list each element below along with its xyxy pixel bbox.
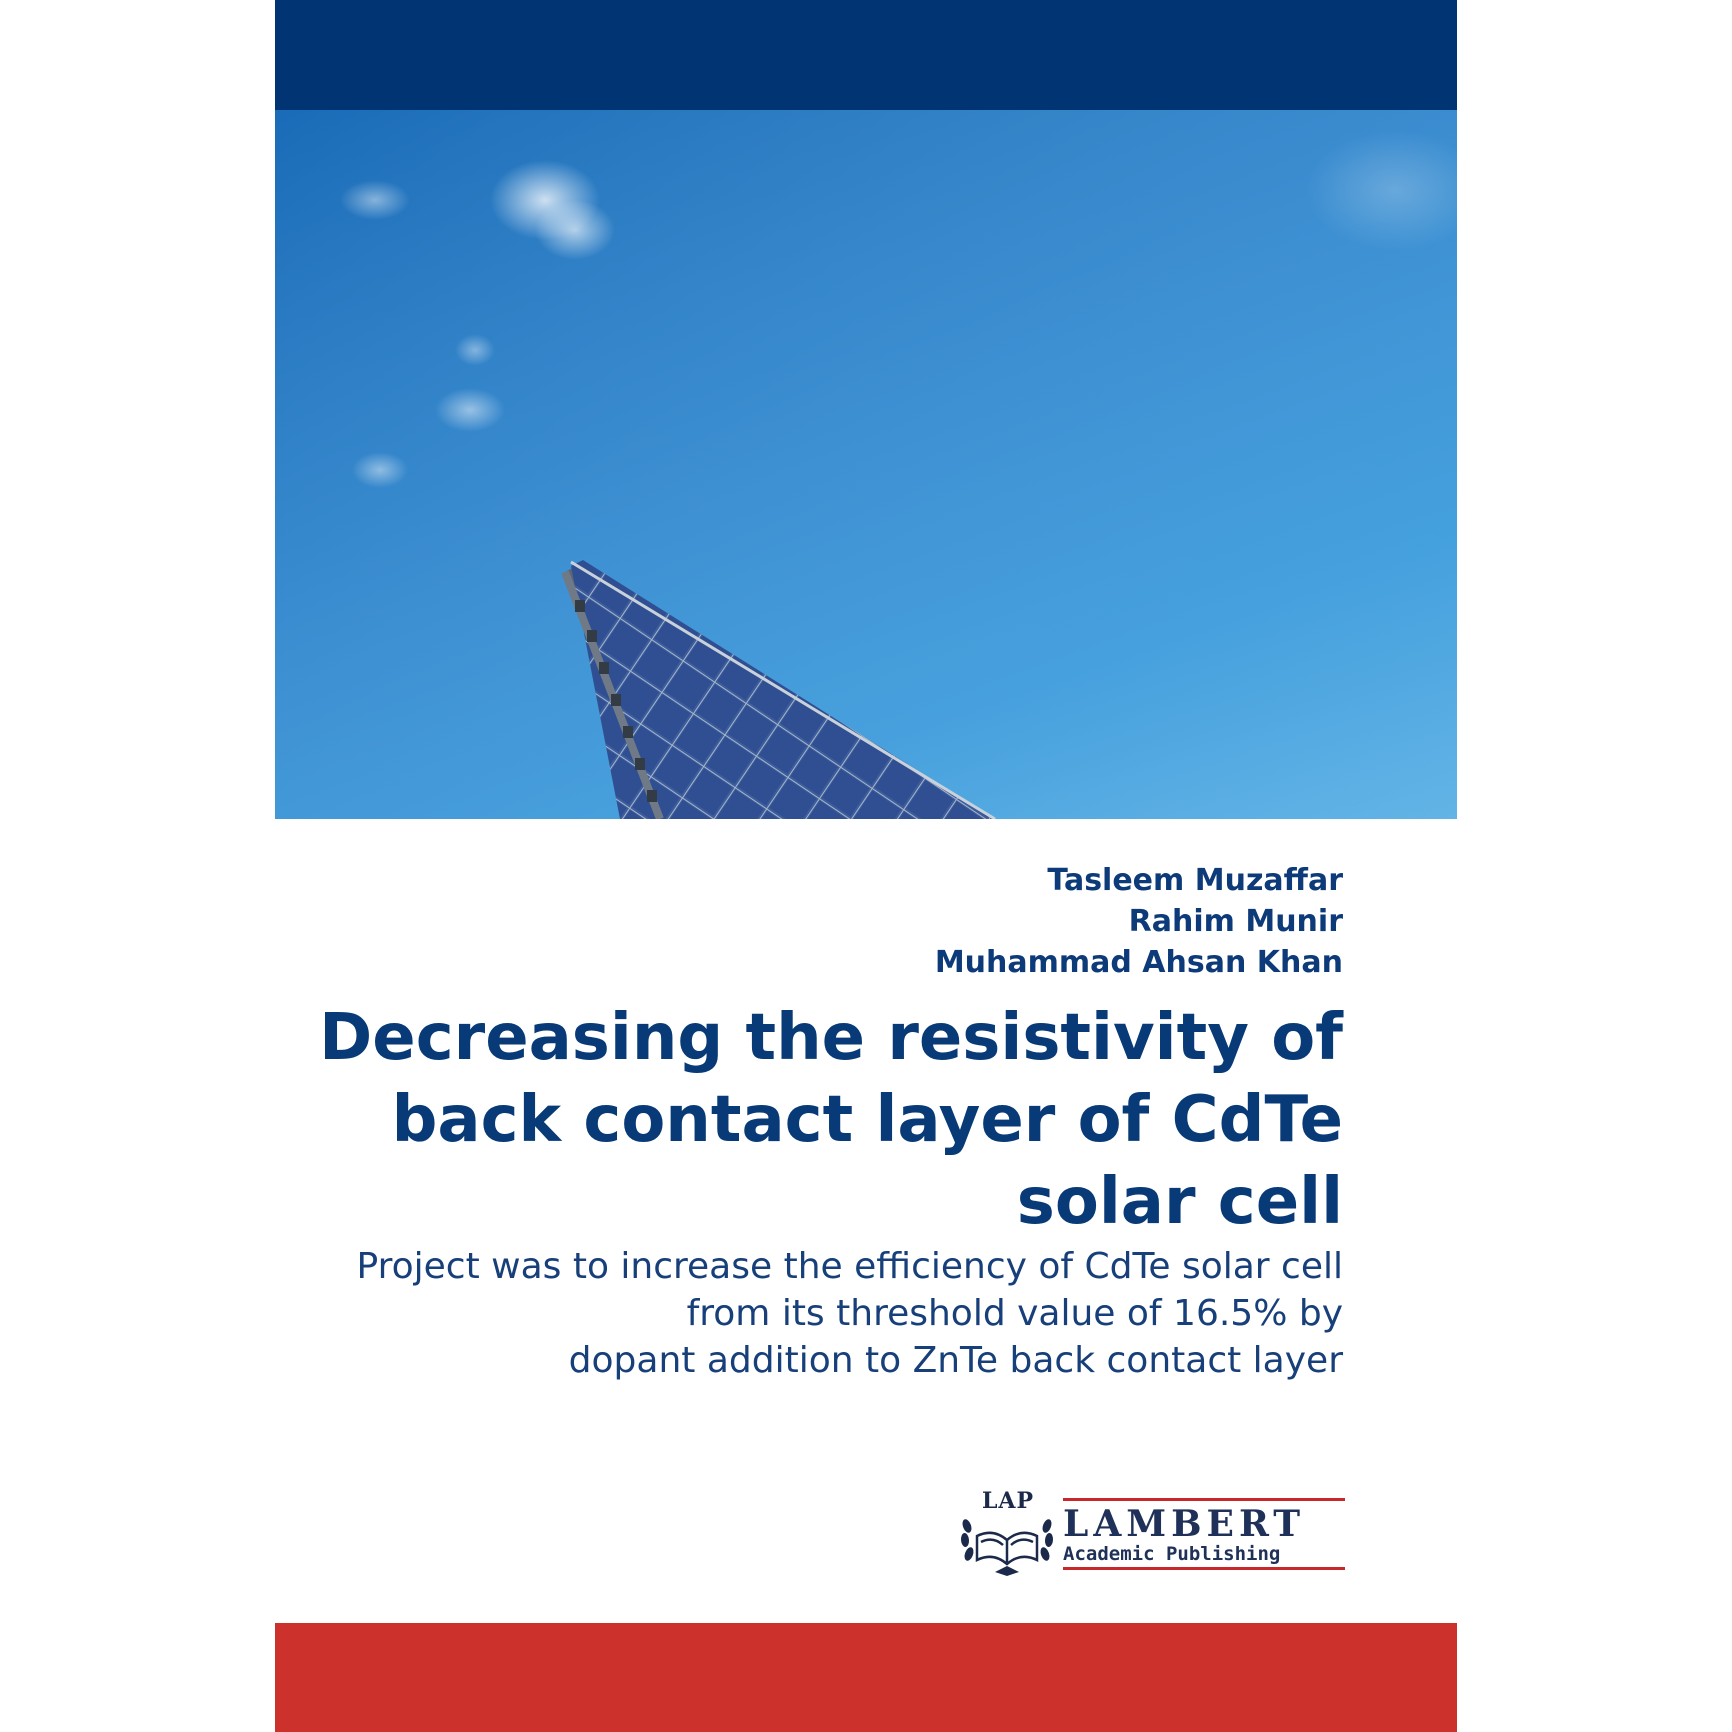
- subtitle-line: from its threshold value of 16.5% by: [686, 1293, 1343, 1334]
- author-name: Muhammad Ahsan Khan: [934, 945, 1343, 980]
- publisher-name: LAMBERT: [1063, 1503, 1306, 1545]
- author-name: Tasleem Muzaffar: [1047, 863, 1343, 898]
- subtitle-line: Project was to increase the efficiency of CdTe solar cell: [356, 1246, 1343, 1287]
- book-title: [275, 997, 1343, 1243]
- publisher-logo: [955, 1488, 1355, 1578]
- cover-text: [275, 860, 1343, 1384]
- solar-panel-photo: [275, 110, 1457, 819]
- book-cover: [275, 0, 1457, 1732]
- top-color-band: [275, 0, 1457, 110]
- title-line: back contact layer of CdTe: [391, 1083, 1343, 1157]
- lap-emblem: [955, 1488, 1060, 1578]
- book-subtitle: [275, 1243, 1343, 1384]
- bottom-color-band: [275, 1623, 1457, 1732]
- subtitle-line: dopant addition to ZnTe back contact layer: [568, 1340, 1343, 1381]
- author-name: Rahim Munir: [1128, 904, 1343, 939]
- publisher-wordmark: [1063, 1498, 1345, 1570]
- publisher-tagline: Academic Publishing: [1063, 1543, 1281, 1565]
- title-line: solar cell: [1016, 1165, 1343, 1239]
- author-list: [275, 860, 1343, 983]
- solar-panel-illustration: [275, 110, 1457, 819]
- lap-mark-text: LAP: [981, 1488, 1035, 1514]
- title-line: Decreasing the resistivity of: [319, 1001, 1343, 1075]
